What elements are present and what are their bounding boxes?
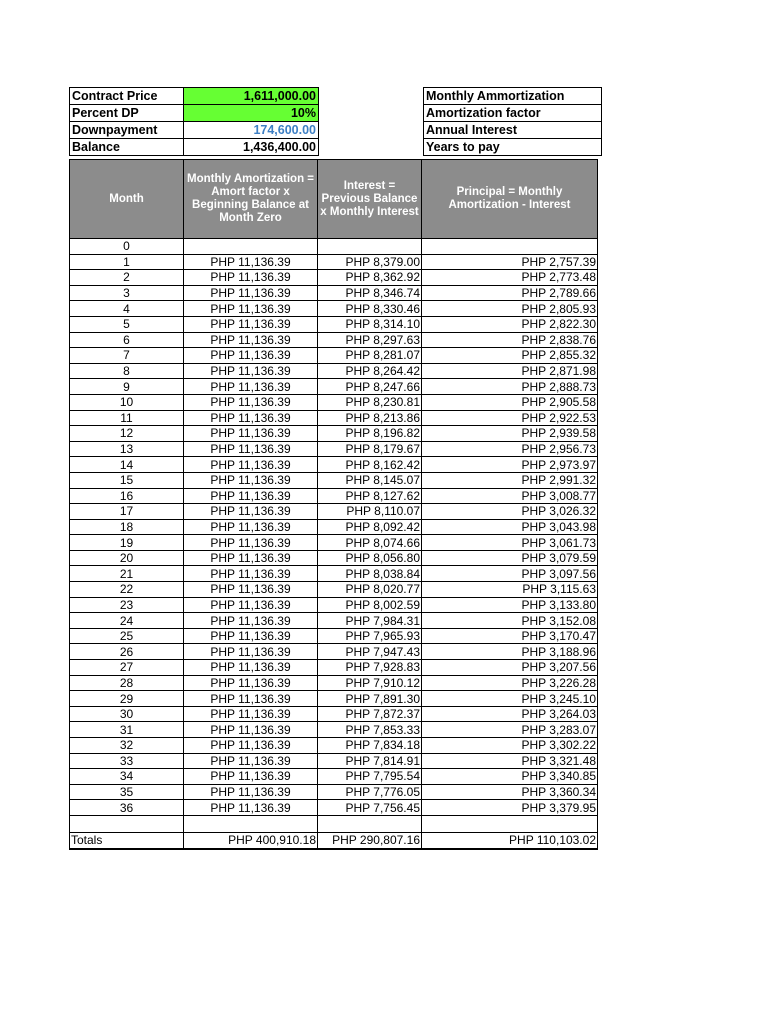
interest-cell[interactable]: PHP 8,038.84	[318, 566, 422, 582]
interest-cell[interactable]: PHP 7,872.37	[318, 706, 422, 722]
month-cell[interactable]: 32	[70, 738, 184, 754]
principal-cell[interactable]: PHP 2,956.73	[422, 441, 598, 457]
amortization-cell[interactable]: PHP 11,136.39	[184, 426, 318, 442]
totals-label[interactable]: Totals	[70, 832, 184, 848]
table-row	[70, 426, 598, 442]
summary-row-contract-price	[70, 88, 319, 105]
month-cell[interactable]: 17	[70, 504, 184, 520]
table-row	[70, 239, 598, 255]
totals-row	[70, 832, 598, 848]
table-row	[70, 270, 598, 286]
table-row	[70, 472, 598, 488]
header-row	[70, 160, 598, 239]
principal-cell[interactable]: PHP 3,188.96	[422, 644, 598, 660]
month-cell[interactable]: 35	[70, 784, 184, 800]
principal-cell[interactable]: PHP 2,822.30	[422, 316, 598, 332]
principal-cell[interactable]: PHP 3,133.80	[422, 597, 598, 613]
table-row	[70, 519, 598, 535]
interest-cell[interactable]: PHP 7,814.91	[318, 753, 422, 769]
amortization-cell[interactable]: PHP 11,136.39	[184, 441, 318, 457]
month-cell[interactable]: 9	[70, 379, 184, 395]
interest-cell[interactable]: PHP 7,965.93	[318, 628, 422, 644]
month-cell[interactable]: 0	[70, 239, 184, 255]
amortization-cell[interactable]: PHP 11,136.39	[184, 550, 318, 566]
empty-cell[interactable]	[422, 815, 598, 832]
amortization-cell[interactable]: PHP 11,136.39	[184, 394, 318, 410]
principal-cell[interactable]: PHP 3,043.98	[422, 519, 598, 535]
table-row	[70, 301, 598, 317]
month-cell[interactable]: 13	[70, 441, 184, 457]
principal-cell[interactable]: PHP 2,905.58	[422, 394, 598, 410]
amortization-cell[interactable]: PHP 11,136.39	[184, 457, 318, 473]
header-principal[interactable]: Principal = Monthly Amortization - Interest	[422, 160, 598, 239]
principal-cell[interactable]: PHP 2,939.58	[422, 426, 598, 442]
month-cell[interactable]: 4	[70, 301, 184, 317]
table-row	[70, 660, 598, 676]
amortization-cell[interactable]: PHP 11,136.39	[184, 363, 318, 379]
amortization-cell[interactable]: PHP 11,136.39	[184, 285, 318, 301]
amortization-cell[interactable]: PHP 11,136.39	[184, 254, 318, 270]
amortization-cell[interactable]: PHP 11,136.39	[184, 800, 318, 816]
summary-row-downpayment	[70, 122, 319, 139]
table-row	[70, 316, 598, 332]
interest-cell[interactable]: PHP 8,179.67	[318, 441, 422, 457]
month-cell[interactable]: 26	[70, 644, 184, 660]
month-cell[interactable]: 11	[70, 410, 184, 426]
principal-cell[interactable]: PHP 2,922.53	[422, 410, 598, 426]
principal-cell[interactable]: PHP 2,973.97	[422, 457, 598, 473]
right-labels-table	[423, 87, 602, 156]
interest-cell[interactable]: PHP 8,020.77	[318, 582, 422, 598]
interest-cell[interactable]: PHP 7,853.33	[318, 722, 422, 738]
principal-cell[interactable]: PHP 2,757.39	[422, 254, 598, 270]
label-annual-interest[interactable]: Annual Interest	[424, 122, 602, 139]
empty-cell[interactable]	[70, 815, 184, 832]
summary-label[interactable]: Percent DP	[70, 105, 184, 122]
table-row	[70, 644, 598, 660]
table-row	[70, 254, 598, 270]
table-row	[70, 613, 598, 629]
interest-cell[interactable]: PHP 8,297.63	[318, 332, 422, 348]
month-cell[interactable]: 16	[70, 488, 184, 504]
summary-label[interactable]: Contract Price	[70, 88, 184, 105]
table-row	[70, 597, 598, 613]
interest-cell[interactable]: PHP 8,145.07	[318, 472, 422, 488]
table-row	[70, 628, 598, 644]
principal-cell[interactable]: PHP 3,360.34	[422, 784, 598, 800]
month-cell[interactable]: 19	[70, 535, 184, 551]
month-cell[interactable]: 18	[70, 519, 184, 535]
amortization-cell[interactable]: PHP 11,136.39	[184, 722, 318, 738]
amortization-cell[interactable]: PHP 11,136.39	[184, 582, 318, 598]
summary-row-percent-dp	[70, 105, 319, 122]
month-cell[interactable]: 22	[70, 582, 184, 598]
amortization-cell[interactable]: PHP 11,136.39	[184, 675, 318, 691]
label-amortization-factor[interactable]: Amortization factor	[424, 105, 602, 122]
month-cell[interactable]: 27	[70, 660, 184, 676]
principal-cell[interactable]: PHP 3,321.48	[422, 753, 598, 769]
table-row	[70, 457, 598, 473]
principal-cell[interactable]: PHP 3,283.07	[422, 722, 598, 738]
principal-cell[interactable]: PHP 3,026.32	[422, 504, 598, 520]
month-cell[interactable]: 3	[70, 285, 184, 301]
principal-cell[interactable]: PHP 2,871.98	[422, 363, 598, 379]
summary-value[interactable]: 174,600.00	[184, 122, 319, 139]
principal-cell[interactable]: PHP 3,061.73	[422, 535, 598, 551]
principal-cell[interactable]: PHP 2,789.66	[422, 285, 598, 301]
interest-cell[interactable]: PHP 8,213.86	[318, 410, 422, 426]
principal-cell[interactable]: PHP 3,302.22	[422, 738, 598, 754]
table-row	[70, 410, 598, 426]
month-cell[interactable]: 25	[70, 628, 184, 644]
amortization-table	[69, 159, 598, 850]
amortization-cell[interactable]: PHP 11,136.39	[184, 316, 318, 332]
interest-cell[interactable]: PHP 7,910.12	[318, 675, 422, 691]
principal-cell[interactable]	[422, 239, 598, 255]
interest-cell[interactable]: PHP 8,074.66	[318, 535, 422, 551]
table-row	[70, 504, 598, 520]
label-monthly-ammortization[interactable]: Monthly Ammortization	[424, 88, 602, 105]
interest-cell[interactable]	[318, 239, 422, 255]
interest-cell[interactable]: PHP 7,795.54	[318, 769, 422, 785]
month-cell[interactable]: 21	[70, 566, 184, 582]
month-cell[interactable]: 10	[70, 394, 184, 410]
principal-cell[interactable]: PHP 3,115.63	[422, 582, 598, 598]
interest-cell[interactable]: PHP 7,834.18	[318, 738, 422, 754]
table-row	[70, 738, 598, 754]
amortization-cell[interactable]: PHP 11,136.39	[184, 769, 318, 785]
interest-cell[interactable]: PHP 8,110.07	[318, 504, 422, 520]
table-row	[70, 285, 598, 301]
month-cell[interactable]: 31	[70, 722, 184, 738]
principal-cell[interactable]: PHP 2,773.48	[422, 270, 598, 286]
month-cell[interactable]: 12	[70, 426, 184, 442]
amortization-cell[interactable]: PHP 11,136.39	[184, 613, 318, 629]
interest-cell[interactable]: PHP 8,230.81	[318, 394, 422, 410]
principal-cell[interactable]: PHP 3,379.95	[422, 800, 598, 816]
interest-cell[interactable]: PHP 7,928.83	[318, 660, 422, 676]
interest-cell[interactable]: PHP 8,264.42	[318, 363, 422, 379]
table-row	[70, 800, 598, 816]
total-interest[interactable]: PHP 290,807.16	[318, 832, 422, 848]
amortization-cell[interactable]: PHP 11,136.39	[184, 738, 318, 754]
interest-cell[interactable]: PHP 8,281.07	[318, 348, 422, 364]
interest-cell[interactable]: PHP 8,362.92	[318, 270, 422, 286]
label-years-to-pay[interactable]: Years to pay	[424, 139, 602, 156]
interest-cell[interactable]: PHP 7,891.30	[318, 691, 422, 707]
amortization-cell[interactable]: PHP 11,136.39	[184, 691, 318, 707]
interest-cell[interactable]: PHP 8,314.10	[318, 316, 422, 332]
amortization-cell[interactable]	[184, 239, 318, 255]
table-row	[70, 753, 598, 769]
principal-cell[interactable]: PHP 3,264.03	[422, 706, 598, 722]
month-cell[interactable]: 30	[70, 706, 184, 722]
principal-cell[interactable]: PHP 3,152.08	[422, 613, 598, 629]
amortization-cell[interactable]: PHP 11,136.39	[184, 644, 318, 660]
table-row	[70, 332, 598, 348]
total-principal[interactable]: PHP 110,103.02	[422, 832, 598, 848]
principal-cell[interactable]: PHP 3,226.28	[422, 675, 598, 691]
summary-value[interactable]: 1,611,000.00	[184, 88, 319, 105]
amortization-cell[interactable]: PHP 11,136.39	[184, 488, 318, 504]
table-row	[70, 363, 598, 379]
amortization-cell[interactable]: PHP 11,136.39	[184, 332, 318, 348]
month-cell[interactable]: 8	[70, 363, 184, 379]
principal-cell[interactable]: PHP 3,008.77	[422, 488, 598, 504]
amortization-cell[interactable]: PHP 11,136.39	[184, 410, 318, 426]
month-cell[interactable]: 34	[70, 769, 184, 785]
amortization-cell[interactable]: PHP 11,136.39	[184, 519, 318, 535]
amortization-cell[interactable]: PHP 11,136.39	[184, 348, 318, 364]
summary-label[interactable]: Balance	[70, 139, 184, 156]
empty-cell[interactable]	[318, 815, 422, 832]
amortization-cell[interactable]: PHP 11,136.39	[184, 270, 318, 286]
header-monthly-amortization[interactable]: Monthly Amortization = Amort factor x Beginning Balance at Month Zero	[184, 160, 318, 239]
month-cell[interactable]: 20	[70, 550, 184, 566]
amortization-cell[interactable]: PHP 11,136.39	[184, 301, 318, 317]
table-row	[70, 535, 598, 551]
table-row	[70, 566, 598, 582]
interest-cell[interactable]: PHP 7,947.43	[318, 644, 422, 660]
amortization-cell[interactable]: PHP 11,136.39	[184, 535, 318, 551]
total-amortization[interactable]: PHP 400,910.18	[184, 832, 318, 848]
interest-cell[interactable]: PHP 8,379.00	[318, 254, 422, 270]
month-cell[interactable]: 29	[70, 691, 184, 707]
interest-cell[interactable]: PHP 8,346.74	[318, 285, 422, 301]
table-row	[70, 394, 598, 410]
month-cell[interactable]: 6	[70, 332, 184, 348]
table-row	[70, 769, 598, 785]
table-row	[70, 784, 598, 800]
table-body	[70, 239, 598, 849]
amortization-cell[interactable]: PHP 11,136.39	[184, 504, 318, 520]
table-row	[70, 441, 598, 457]
interest-cell[interactable]: PHP 8,002.59	[318, 597, 422, 613]
principal-cell[interactable]: PHP 2,991.32	[422, 472, 598, 488]
month-cell[interactable]: 33	[70, 753, 184, 769]
table-row	[70, 706, 598, 722]
amortization-cell[interactable]: PHP 11,136.39	[184, 379, 318, 395]
month-cell[interactable]: 28	[70, 675, 184, 691]
interest-cell[interactable]: PHP 8,092.42	[318, 519, 422, 535]
principal-cell[interactable]: PHP 2,888.73	[422, 379, 598, 395]
table-row	[70, 488, 598, 504]
principal-cell[interactable]: PHP 3,079.59	[422, 550, 598, 566]
amortization-cell[interactable]: PHP 11,136.39	[184, 660, 318, 676]
principal-cell[interactable]: PHP 3,340.85	[422, 769, 598, 785]
interest-cell[interactable]: PHP 7,984.31	[318, 613, 422, 629]
table-row	[70, 675, 598, 691]
table-row	[70, 379, 598, 395]
month-cell[interactable]: 7	[70, 348, 184, 364]
empty-cell[interactable]	[184, 815, 318, 832]
table-row	[70, 348, 598, 364]
amortization-cell[interactable]: PHP 11,136.39	[184, 597, 318, 613]
amortization-cell[interactable]: PHP 11,136.39	[184, 566, 318, 582]
table-row	[70, 582, 598, 598]
principal-cell[interactable]: PHP 2,805.93	[422, 301, 598, 317]
month-cell[interactable]: 2	[70, 270, 184, 286]
header-month[interactable]: Month	[70, 160, 184, 239]
principal-cell[interactable]: PHP 2,838.76	[422, 332, 598, 348]
table-row	[70, 722, 598, 738]
principal-cell[interactable]: PHP 3,207.56	[422, 660, 598, 676]
summary-table	[69, 87, 319, 156]
interest-cell[interactable]: PHP 8,056.80	[318, 550, 422, 566]
interest-cell[interactable]: PHP 8,196.82	[318, 426, 422, 442]
summary-value[interactable]: 1,436,400.00	[184, 139, 319, 156]
interest-cell[interactable]: PHP 8,127.62	[318, 488, 422, 504]
month-cell[interactable]: 23	[70, 597, 184, 613]
month-cell[interactable]: 14	[70, 457, 184, 473]
principal-cell[interactable]: PHP 3,097.56	[422, 566, 598, 582]
table-row	[70, 691, 598, 707]
month-cell[interactable]: 5	[70, 316, 184, 332]
principal-cell[interactable]: PHP 2,855.32	[422, 348, 598, 364]
amortization-cell[interactable]: PHP 11,136.39	[184, 628, 318, 644]
blank-row	[70, 815, 598, 832]
interest-cell[interactable]: PHP 8,330.46	[318, 301, 422, 317]
principal-cell[interactable]: PHP 3,170.47	[422, 628, 598, 644]
interest-cell[interactable]: PHP 8,247.66	[318, 379, 422, 395]
amortization-cell[interactable]: PHP 11,136.39	[184, 472, 318, 488]
amortization-cell[interactable]: PHP 11,136.39	[184, 784, 318, 800]
summary-row-balance	[70, 139, 319, 156]
amortization-cell[interactable]: PHP 11,136.39	[184, 753, 318, 769]
month-cell[interactable]: 1	[70, 254, 184, 270]
interest-cell[interactable]: PHP 7,756.45	[318, 800, 422, 816]
header-interest[interactable]: Interest = Previous Balance x Monthly Interest	[318, 160, 422, 239]
interest-cell[interactable]: PHP 8,162.42	[318, 457, 422, 473]
summary-label[interactable]: Downpayment	[70, 122, 184, 139]
month-cell[interactable]: 36	[70, 800, 184, 816]
summary-value[interactable]: 10%	[184, 105, 319, 122]
principal-cell[interactable]: PHP 3,245.10	[422, 691, 598, 707]
interest-cell[interactable]: PHP 7,776.05	[318, 784, 422, 800]
amortization-cell[interactable]: PHP 11,136.39	[184, 706, 318, 722]
month-cell[interactable]: 24	[70, 613, 184, 629]
table-row	[70, 550, 598, 566]
month-cell[interactable]: 15	[70, 472, 184, 488]
